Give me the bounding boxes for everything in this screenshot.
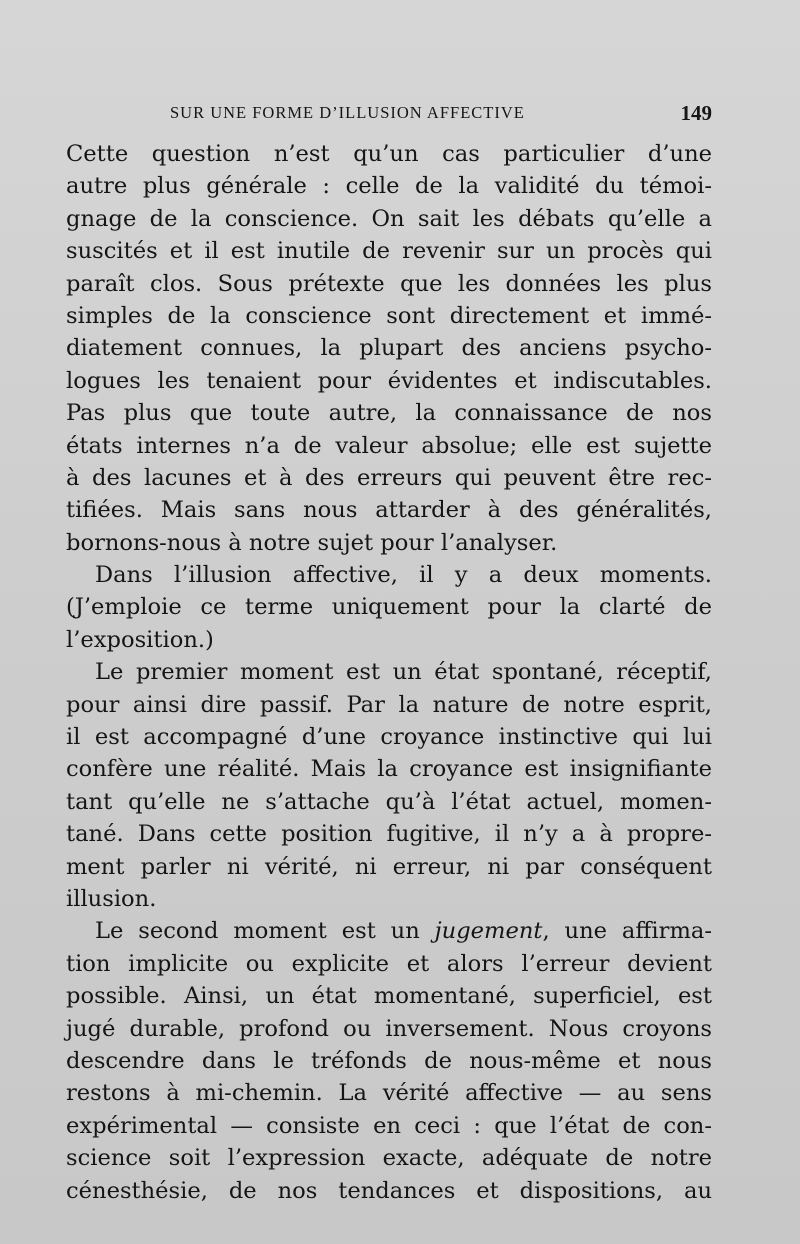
text-line: tant qu’elle ne s’attache qu’à l’état actuel, momen- — [66, 788, 712, 815]
text-line: illusion. — [66, 885, 157, 912]
text-line-with-emphasis — [66, 915, 712, 947]
body-text — [66, 138, 712, 1207]
text-line: il est accompagné d’une croyance instinctive qui lui — [66, 724, 712, 751]
text-line: science soit l’expression exacte, adéquate de notre — [66, 1145, 712, 1172]
text-line: ment parler ni vérité, ni erreur, ni par conséquent — [66, 853, 712, 880]
text-line: paraît clos. Sous prétexte que les données les plus — [66, 270, 712, 297]
text-line: gnage de la conscience. On sait les débats qu’elle a — [66, 205, 712, 232]
text-line: tion implicite ou explicite et alors l’erreur devient — [66, 950, 712, 977]
text-line: autre plus générale : celle de la validité du témoi- — [66, 173, 712, 200]
running-title: SUR UNE FORME D’ILLUSION AFFECTIVE — [170, 103, 525, 122]
text-line: états internes n’a de valeur absolue; elle est sujette — [66, 432, 712, 459]
text-line: restons à mi-chemin. La vérité affective — au sens — [66, 1080, 712, 1107]
text-line: l’exposition.) — [66, 626, 214, 653]
text-line: tifiées. Mais sans nous attarder à des généralités, — [66, 497, 712, 524]
text-fragment: Le second moment est un — [95, 918, 435, 945]
text-line: Le premier moment est un état spontané, réceptif, — [95, 659, 712, 686]
text-line: expérimental — consiste en ceci : que l’état de con- — [66, 1112, 712, 1139]
emphasis-jugement: jugement — [434, 918, 543, 945]
text-line: à des lacunes et à des erreurs qui peuvent être rec- — [66, 464, 712, 491]
text-line: tané. Dans cette position fugitive, il n’y a à propre- — [66, 821, 712, 848]
text-line: descendre dans le tréfonds de nous-même et nous — [66, 1047, 712, 1074]
text-line: possible. Ainsi, un état momentané, superficiel, est — [66, 983, 712, 1010]
text-line: pour ainsi dire passif. Par la nature de notre esprit, — [66, 691, 712, 718]
text-line: Dans l’illusion affective, il y a deux moments. — [95, 562, 712, 589]
text-line: suscités et il est inutile de revenir sur un procès qui — [66, 238, 712, 265]
paragraph-3 — [66, 656, 712, 915]
running-header — [66, 103, 712, 127]
text-line: bornons-nous à notre sujet pour l’analyser. — [66, 529, 558, 556]
text-line: cénesthésie, de nos tendances et dispositions, au — [66, 1177, 712, 1204]
text-line: diatement connues, la plupart des anciens psycho- — [66, 335, 712, 362]
text-line: Pas plus que toute autre, la connaissance de nos — [66, 400, 712, 427]
text-line: jugé durable, profond ou inversement. Nous croyons — [66, 1015, 712, 1042]
text-line: Cette question n’est qu’un cas particulier d’une — [66, 141, 712, 167]
paragraph-1 — [66, 138, 712, 559]
page-number: 149 — [680, 101, 712, 125]
paragraph-2 — [66, 559, 712, 656]
text-line: confère une réalité. Mais la croyance est insignifiante — [66, 756, 712, 783]
paragraph-4 — [66, 915, 712, 1207]
text-line: (J’emploie ce terme uniquement pour la clarté de — [66, 594, 712, 621]
text-line: simples de la conscience sont directement et immé- — [66, 302, 712, 329]
text-line: logues les tenaient pour évidentes et indiscutables. — [66, 367, 712, 394]
text-fragment: , une affirma- — [542, 918, 712, 945]
